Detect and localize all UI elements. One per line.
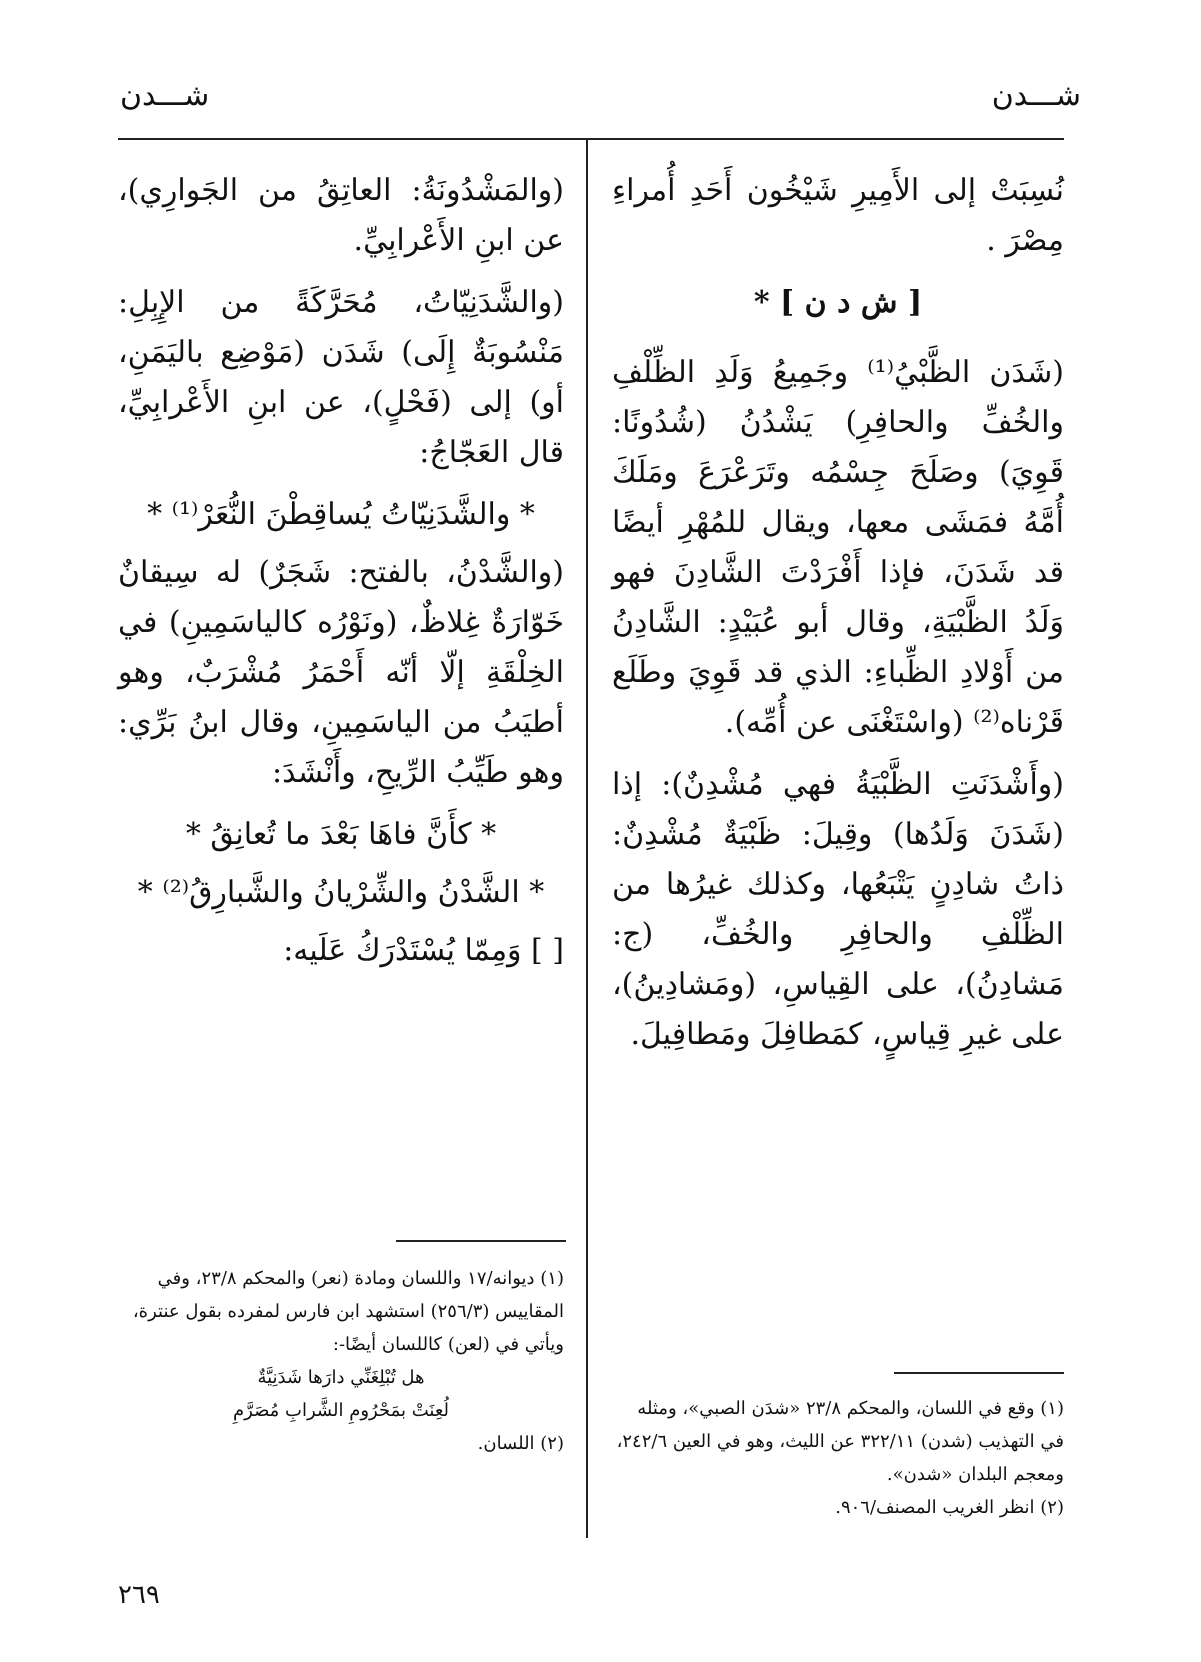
footnote-left-2: (٢) اللسان. [477, 1433, 564, 1454]
page-number: ٢٦٩ [118, 1580, 160, 1610]
footnote-right-2: (٢) انظر الغريب المصنف/٩٠٦. [835, 1497, 1064, 1518]
running-header-left: شـــدن [120, 78, 210, 113]
verse-1: * والشَّدَنِيّاتُ يُساقِطْنَ النُّعَرْ⁽¹⁾ * [147, 497, 535, 532]
left-para-2: (والشَّدَنِيّاتُ، مُحَرَّكَةً من الإِبِلِ: مَنْسُوبَةٌ إِلَى) شَدَن (مَوْضِع باليَمَنِ، أو) إلى (فَحْلٍ)، عن ابنِ الأَعْرابِيِّ، قال العَجّاجُ: [118, 285, 564, 470]
running-header-right: شـــدن [991, 78, 1081, 113]
right-column [612, 166, 1064, 1072]
verse-2: * كأَنَّ فاهَا بَعْدَ ما تُعانِقُ * [185, 817, 497, 852]
header-rule [118, 138, 1064, 140]
right-para-3: (وأَشْدَنَتِ الظَّبْيَةُ فهي مُشْدِنٌ): إذا (شَدَنَ وَلَدُها) وقِيلَ: ظَبْيَةٌ مُشْدِنٌ: ذاتُ شادِنٍ يَتْبَعُها، وكذلك غيرُها من الظِّلْفِ والحافِرِ والخُفِّ، (ج: مَشادِنُ)، على القِياسِ، (ومَشادِينُ)، على غيرِ قِياسٍ، كمَطافِلَ ومَطافِيلَ. [612, 767, 1064, 1052]
right-para-1: نُسِبَتْ إلى الأَمِيرِ شَيْخُون أَحَدِ أُمراءِ مِصْرَ . [612, 173, 1064, 258]
left-para-4: [ ] وَمِمّا يُسْتَدْرَكُ عَلَيه: [283, 933, 564, 968]
footnote-poem-line-2: لُعِنَتْ بمَحْرُومِ الشَّرابِ مُصَرَّمِ [233, 1400, 449, 1421]
footnote-rule-right [894, 1372, 1064, 1374]
column-divider [586, 138, 588, 1538]
footnotes-left [118, 1262, 564, 1460]
verse-3: * الشَّدْنُ والشِّرْيانُ والشَّبارِقُ⁽²⁾ * [137, 875, 545, 910]
left-column [118, 166, 564, 988]
footnotes-right [612, 1392, 1064, 1524]
left-para-3: (والشَّدْنُ، بالفتح: شَجَرٌ) له سِيقانٌ خَوّارَةٌ غِلاظٌ، (ونَوْرُه كالياسَمِينِ) في الخِلْقَةِ إلّا أنّه أَحْمَرُ مُشْرَبٌ، وهو أطيَبُ من الياسَمِينِ، وقال ابنُ بَرِّي: وهو طَيِّبُ الرِّيحِ، وأَنْشَدَ: [118, 555, 564, 790]
right-para-2: (شَدَن الظَّبْيُ⁽¹⁾ وجَمِيعُ وَلَدِ الظِّلْفِ والخُفِّ والحافِرِ) يَشْدُنُ (شُدُونًا: قَوِيَ) وصَلَحَ جِسْمُه وتَرَعْرَعَ ومَلَكَ أُمَّهُ فمَشَى معها، ويقال للمُهْرِ أيضًا قد شَدَنَ، فإذا أَفْرَدْتَ الشَّادِنَ فهو وَلَدُ الظَّبْيَةِ، وقال أبو عُبَيْدٍ: الشَّادِنُ من أَوْلادِ الظِّباءِ: الذي قد قَوِيَ وطَلَع قَرْناه⁽²⁾ (واسْتَغْنَى عن أُمِّه). [612, 355, 1064, 740]
footnote-rule-left [396, 1240, 566, 1242]
entry-heading: [ ش د ن ] * [753, 285, 923, 320]
footnote-poem-line-1: هل تُبْلِغَنِّي دارَها شَدَنِيَّةٌ [257, 1367, 425, 1388]
footnote-left-1: (١) ديوانه/١٧ واللسان ومادة (نعر) والمحكم ٢٣/٨، وفي المقاييس (٢٥٦/٣) استشهد ابن فارس لمفرده بقول عنترة، ويأتي في (لعن) كاللسان أيضًا-: [132, 1268, 564, 1355]
footnote-right-1: (١) وقع في اللسان، والمحكم ٢٣/٨ «شدَن الصبي»، ومثله في التهذيب (شدن) ٣٢٢/١١ عن الليث، وهو في العين ٢٤٢/٦، ومعجم البلدان «شدن». [616, 1398, 1064, 1485]
left-para-1: (والمَشْدُونَةُ: العاتِقُ من الجَوارِي)، عن ابنِ الأَعْرابِيِّ. [118, 173, 564, 258]
